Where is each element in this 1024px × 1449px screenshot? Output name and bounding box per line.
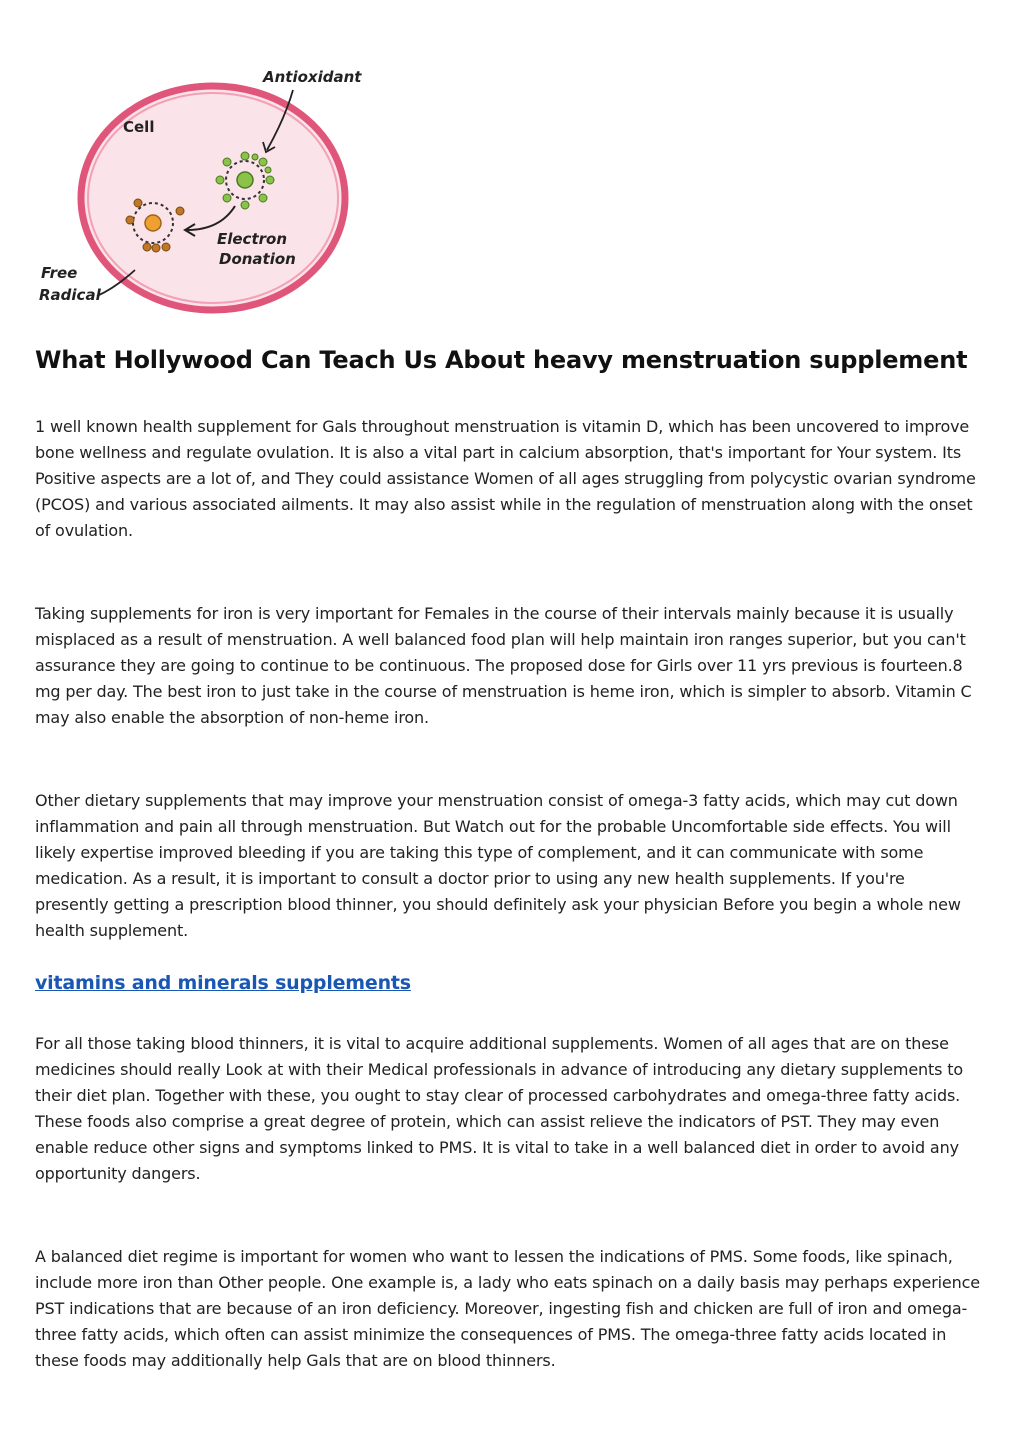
paragraph-omega-3: Other dietary supplements that may improve your menstruation consist of omega-3 fatty acids, which may cut down inflammation and pain all through menstruation. But Watch out for the probable Uncomfortable side effects. You will likely expertise improved bleeding if you are taking this type of complement, and it can communicate with some medication. As a result, it is important to consult a doctor prior to using any new health supplements. If you're presently getting a prescription blood thinner, you should definitely ask your physician Before you begin a whole new health supplement. (35, 791, 961, 940)
vitamins-supplements-link[interactable]: vitamins and minerals supplements (35, 972, 411, 994)
antioxidant-label: Antioxidant (263, 68, 362, 86)
paragraph-vitamin-d: 1 well known health supplement for Gals throughout menstruation is vitamin D, which has been uncovered to improve bone wellness and regulate ovulation. It is also a vital part in calcium absorption, that's important for Your system. Its Positive aspects are a lot of, and They could assistance Women of all ages struggling from polycystic ovarian syndrome (PCOS) and various associated ailments. It may also assist while in the regulation of menstruation along with the onset of ovulation. (35, 417, 976, 540)
electron-label: Electron (217, 230, 288, 248)
radical-label: Radical (39, 286, 101, 304)
cell-diagram-svg (35, 58, 377, 318)
paragraph-balanced-diet: A balanced diet regime is important for women who want to lessen the indications of PMS. Some foods, like spinach, include more iron than Other people. One example is, a lady who eats spinach on a daily basis may perhaps experience PST indications that are because of an iron deficiency. Moreover, ingesting fish and chicken are full of iron and omega-three fatty acids, which often can assist minimize the consequences of PMS. The omega-three fatty acids located in these foods may additionally help Gals that are on blood thinners. (35, 1247, 980, 1370)
donation-label: Donation (219, 250, 296, 268)
paragraph-iron: Taking supplements for iron is very important for Females in the course of their intervals mainly because it is usually misplaced as a result of menstruation. A well balanced food plan will help maintain iron ranges superior, but you can't assurance they are going to continue to be continuous. The proposed dose for Girls over 11 yrs previous is fourteen.8 mg per day. The best iron to just take in the course of menstruation is heme iron, which is simpler to absorb. Vitamin C may also enable the absorption of non-heme iron. (35, 604, 972, 727)
cell-antioxidant-illustration (35, 58, 377, 318)
free-label: Free (41, 264, 78, 282)
paragraph-blood-thinners: For all those taking blood thinners, it is vital to acquire additional supplements. Women of all ages that are on these medicines should really Look at with their Medical professionals in advance of introducing any dietary supplements to their diet plan. Together with these, you ought to stay clear of processed carbohydrates and omega-three fatty acids. These foods also comprise a great degree of protein, which can assist relieve the indicators of PST. They may even enable reduce other signs and symptoms linked to PMS. It is vital to take in a well balanced diet in order to avoid any opportunity dangers. (35, 1034, 964, 1183)
article-title: What Hollywood Can Teach Us About heavy menstruation supplement (35, 346, 968, 374)
cell-membrane (81, 86, 345, 310)
cell-label: Cell (123, 118, 155, 136)
